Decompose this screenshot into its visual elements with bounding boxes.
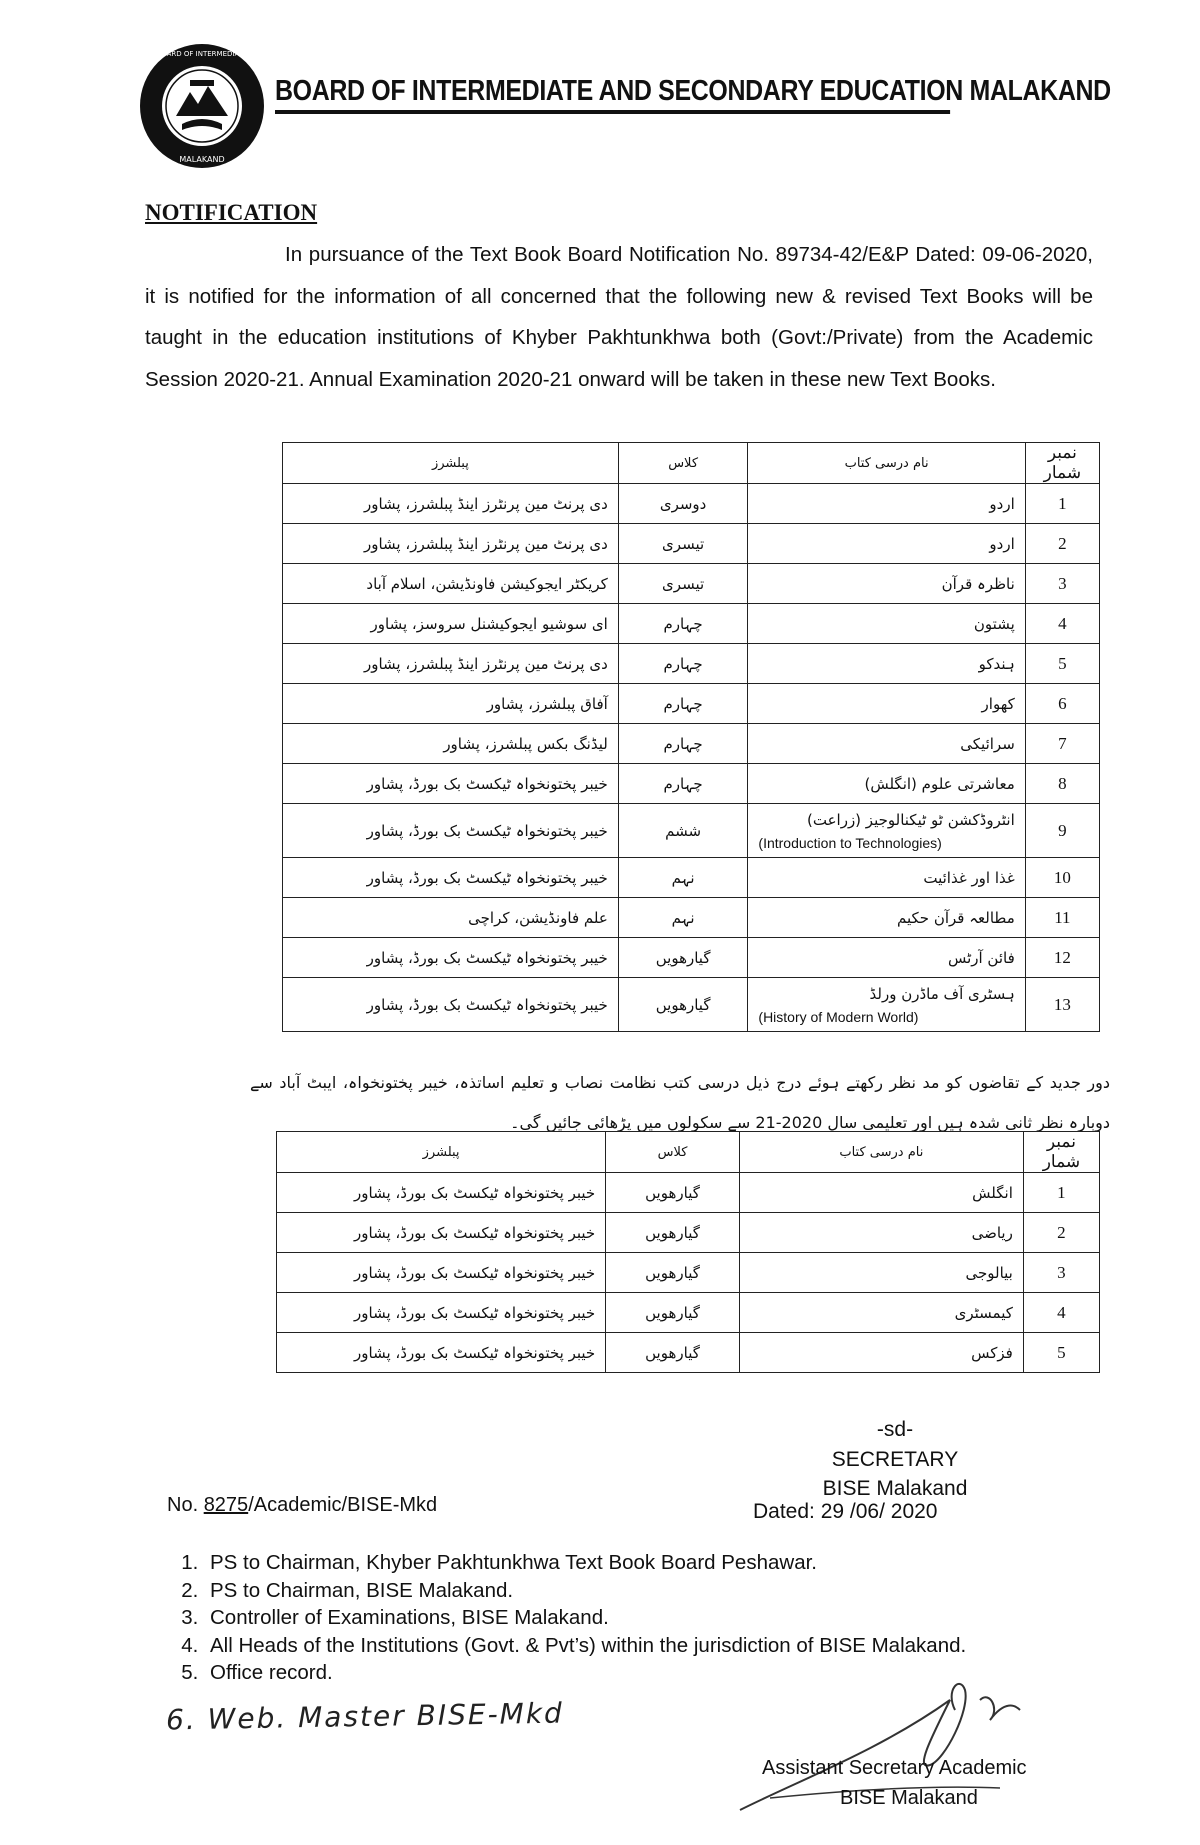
textbooks-table-2 <box>276 1131 1100 1373</box>
table-row <box>283 724 1100 764</box>
row-book-title <box>748 484 1025 524</box>
row-serial <box>1025 684 1099 724</box>
row-publisher <box>283 724 619 764</box>
row-publisher <box>283 858 619 898</box>
table-header-row <box>283 443 1100 484</box>
row-class-text: گیارھویں <box>655 995 711 1014</box>
table-row <box>277 1213 1100 1253</box>
row-serial-text: 6 <box>1058 693 1067 713</box>
row-publisher-text: لیڈنگ بکس پبلشرز، پشاور <box>443 734 608 753</box>
row-serial-text: 1 <box>1058 493 1067 513</box>
row-serial-text: 12 <box>1053 947 1071 967</box>
header-book-text: نام درسی کتاب <box>844 455 929 471</box>
row-publisher <box>283 484 619 524</box>
header-class <box>606 1132 740 1173</box>
row-book-title-text: ہندکو <box>978 654 1015 673</box>
row-serial <box>1025 564 1099 604</box>
row-class-text: چہارم <box>663 654 703 673</box>
row-class <box>606 1173 740 1213</box>
row-book-title-text: اردو <box>989 534 1015 553</box>
reference-number-value: 8275 <box>203 1494 249 1516</box>
row-class-text: تیسری <box>662 574 705 593</box>
row-publisher-text: کریکٹر ایجوکیشن فاونڈیشن، اسلام آباد <box>366 574 608 593</box>
row-book-title <box>739 1253 1023 1293</box>
row-publisher-text: دی پرنٹ مین پرنٹرز اینڈ پبلشرز، پشاور <box>363 494 608 513</box>
issue-date: Dated: 29 /06/ 2020 <box>753 1500 938 1523</box>
secretary-org: BISE Malakand <box>822 1477 968 1500</box>
row-book-title-text: فزکس <box>971 1343 1013 1362</box>
row-publisher-text: خیبر پختونخواہ ٹیکسٹ بک بورڈ، پشاور <box>354 1183 596 1202</box>
row-book-title <box>748 938 1025 978</box>
row-serial <box>1025 804 1099 858</box>
row-serial <box>1023 1253 1099 1293</box>
row-publisher <box>277 1293 606 1333</box>
row-publisher-text: خیبر پختونخواہ ٹیکسٹ بک بورڈ، پشاور <box>366 774 608 793</box>
row-class-text: ششم <box>665 821 702 840</box>
row-class <box>618 684 748 724</box>
header-serial <box>1023 1132 1099 1173</box>
header-serial-text: نمبر شمار <box>1043 443 1082 482</box>
row-serial-text: 13 <box>1053 994 1071 1014</box>
row-serial-text: 11 <box>1054 907 1071 927</box>
table-row <box>277 1173 1100 1213</box>
row-serial <box>1025 724 1099 764</box>
reference-prefix: No. <box>167 1494 204 1516</box>
row-publisher <box>283 644 619 684</box>
row-serial <box>1023 1333 1099 1373</box>
row-class <box>618 898 748 938</box>
header-serial <box>1025 443 1099 484</box>
row-serial <box>1025 604 1099 644</box>
row-book-title-text: سرائیکی <box>960 734 1015 753</box>
row-book-title <box>748 858 1025 898</box>
table-row <box>283 978 1100 1032</box>
row-book-title <box>748 724 1025 764</box>
urdu-revision-paragraph: دور جدید کے تقاضوں کو مد نظر رکھتے ہوئے درج ذیل درسی کتب نظامت نصاب و تعلیم اساتذہ، خیبر پختونخواہ، ایبٹ آباد سے دوبارہ نظر ثانی شدہ ہیں اور تعلیمی سال 2020-21 سے سکولوں میں پڑھائی جائیں گی۔ <box>250 1073 1110 1132</box>
row-class <box>618 564 748 604</box>
notification-heading: NOTIFICATION <box>145 200 318 225</box>
row-book-title <box>739 1333 1023 1373</box>
row-serial-text: 5 <box>1057 1342 1066 1362</box>
row-book-title <box>739 1213 1023 1253</box>
header-publisher-text: پبلشرز <box>422 1144 460 1160</box>
row-book-title-text: ناظرہ قرآن <box>941 574 1015 593</box>
reference-suffix: /Academic/BISE-Mkd <box>248 1494 438 1516</box>
row-book-title-text: فائن آرٹس <box>947 948 1015 967</box>
assistant-secretary-org: BISE Malakand <box>840 1787 978 1809</box>
handwritten-note: 6. Web. Master BISE-Mkd <box>165 1696 565 1737</box>
row-serial-text: 3 <box>1058 573 1067 593</box>
row-class <box>618 978 748 1032</box>
distribution-item: 4. All Heads of the Institutions (Govt. & Pvt’s) within the jurisdiction of BISE Malakand. <box>204 1632 966 1660</box>
table-header-row <box>277 1132 1100 1173</box>
row-serial <box>1025 524 1099 564</box>
row-serial-text: 3 <box>1057 1262 1066 1282</box>
table-row <box>283 644 1100 684</box>
row-class <box>618 938 748 978</box>
table-row <box>277 1253 1100 1293</box>
table-row <box>283 564 1100 604</box>
book-english-title: (Introduction to Technologies) <box>758 834 942 851</box>
header-publisher <box>283 443 619 484</box>
row-book-title <box>748 684 1025 724</box>
notification-body: In pursuance of the Text Book Board Notification No. 89734-42/E&P Dated: 09-06-2020, it is notified for the information of all concerned that the following new & revised Text Books will be taught in the education institutions of Khyber Pakhtunkhwa both (Govt:/Private) from the Academic Session 2020-21. Annual Examination 2020-21 onward will be taken in these new Text Books. <box>145 243 1093 391</box>
row-class <box>606 1213 740 1253</box>
table-row <box>283 804 1100 858</box>
row-class-text: گیارھویں <box>655 948 711 967</box>
header-book <box>739 1132 1023 1173</box>
row-publisher-text: خیبر پختونخواہ ٹیکسٹ بک بورڈ، پشاور <box>354 1303 596 1322</box>
row-class-text: گیارھویں <box>645 1183 700 1202</box>
row-class <box>618 764 748 804</box>
row-book-title <box>748 644 1025 684</box>
row-class-text: گیارھویں <box>645 1223 700 1242</box>
row-class <box>618 604 748 644</box>
row-publisher <box>283 564 619 604</box>
row-class-text: چہارم <box>663 694 703 713</box>
svg-text:MALAKAND: MALAKAND <box>179 155 225 164</box>
row-book-title-text: کیمسٹری <box>954 1303 1013 1322</box>
row-book-title <box>748 804 1025 858</box>
row-class <box>618 644 748 684</box>
row-serial-text: 2 <box>1058 533 1067 553</box>
sd-mark: -sd- <box>876 1418 914 1441</box>
row-publisher-text: علم فاونڈیشن، کراچی <box>468 908 608 927</box>
row-publisher-text: خیبر پختونخواہ ٹیکسٹ بک بورڈ، پشاور <box>366 868 608 887</box>
distribution-item: 5. Office record. <box>204 1659 966 1687</box>
distribution-item: 3. Controller of Examinations, BISE Malakand. <box>204 1604 966 1632</box>
row-book-title <box>748 564 1025 604</box>
row-class-text: نہم <box>671 908 695 927</box>
row-class <box>606 1333 740 1373</box>
row-serial-text: 4 <box>1057 1302 1066 1322</box>
row-class <box>606 1253 740 1293</box>
row-class-text: گیارھویں <box>645 1343 700 1362</box>
row-class-text: چہارم <box>663 734 703 753</box>
row-publisher-text: خیبر پختونخواہ ٹیکسٹ بک بورڈ، پشاور <box>366 995 608 1014</box>
distribution-list <box>170 1549 966 1687</box>
row-book-title-text: کھوار <box>981 694 1015 713</box>
row-book-title-text: مطالعہ قرآن حکیم <box>897 908 1015 927</box>
reference-number <box>167 1494 437 1517</box>
row-book-title <box>748 898 1025 938</box>
row-publisher <box>283 684 619 724</box>
row-serial <box>1025 484 1099 524</box>
table-row <box>283 938 1100 978</box>
row-book-title <box>748 978 1025 1032</box>
row-class-text: تیسری <box>662 534 705 553</box>
row-serial-text: 8 <box>1058 773 1067 793</box>
row-book-title-text: پشتون <box>973 614 1015 633</box>
table-row <box>283 858 1100 898</box>
row-serial <box>1025 978 1099 1032</box>
row-class <box>618 804 748 858</box>
row-serial-text: 9 <box>1058 820 1067 840</box>
row-serial <box>1023 1173 1099 1213</box>
header-class <box>618 443 748 484</box>
row-publisher <box>283 524 619 564</box>
header-book <box>748 443 1025 484</box>
board-title: BOARD OF INTERMEDIATE AND SECONDARY EDUCATION MALAKAND <box>275 72 950 114</box>
assistant-secretary-title: Assistant Secretary Academic <box>762 1757 1027 1779</box>
row-serial <box>1023 1293 1099 1333</box>
row-publisher-text: خیبر پختونخواہ ٹیکسٹ بک بورڈ، پشاور <box>354 1223 596 1242</box>
row-book-title <box>748 764 1025 804</box>
row-publisher-text: ای سوشیو ایجوکیشنل سروسز، پشاور <box>370 614 608 633</box>
row-book-title <box>748 524 1025 564</box>
row-publisher <box>277 1173 606 1213</box>
table-row <box>283 524 1100 564</box>
row-book-title-text: ہسٹری آف ماڈرن ورلڈ <box>869 984 1015 1003</box>
row-publisher <box>283 804 619 858</box>
row-publisher <box>277 1213 606 1253</box>
row-publisher-text: خیبر پختونخواہ ٹیکسٹ بک بورڈ، پشاور <box>366 948 608 967</box>
row-publisher <box>283 938 619 978</box>
header-serial-text: نمبر شمار <box>1042 1132 1081 1171</box>
table-row <box>277 1293 1100 1333</box>
table-row <box>283 484 1100 524</box>
row-publisher-text: خیبر پختونخواہ ٹیکسٹ بک بورڈ، پشاور <box>354 1343 596 1362</box>
book-english-title: (History of Modern World) <box>758 1008 919 1025</box>
row-serial <box>1025 938 1099 978</box>
table-row <box>283 604 1100 644</box>
header-publisher-text: پبلشرز <box>431 455 469 471</box>
header-class-text: کلاس <box>668 455 699 471</box>
row-class <box>606 1293 740 1333</box>
row-publisher <box>277 1253 606 1293</box>
row-serial <box>1025 644 1099 684</box>
distribution-item: 2. PS to Chairman, BISE Malakand. <box>204 1577 966 1605</box>
row-class <box>618 724 748 764</box>
row-publisher <box>283 604 619 644</box>
row-class-text: چہارم <box>663 614 703 633</box>
row-book-title-text: انٹروڈکشن ٹو ٹیکنالوجیز (زراعت) <box>807 810 1015 829</box>
row-class <box>618 524 748 564</box>
row-class-text: گیارھویں <box>645 1303 700 1322</box>
row-serial <box>1025 764 1099 804</box>
row-class-text: نہم <box>671 868 695 887</box>
table-row <box>283 764 1100 804</box>
row-book-title <box>748 604 1025 644</box>
row-publisher-text: آفاق پبلشرز، پشاور <box>486 694 608 713</box>
row-serial-text: 4 <box>1058 613 1067 633</box>
row-book-title-text: معاشرتی علوم (انگلش) <box>864 774 1015 793</box>
row-class-text: گیارھویں <box>645 1263 700 1282</box>
distribution-item: 1. PS to Chairman, Khyber Pakhtunkhwa Text Book Board Peshawar. <box>204 1549 966 1577</box>
header-class-text: کلاس <box>657 1144 688 1160</box>
row-class-text: دوسری <box>659 494 707 513</box>
row-book-title <box>739 1293 1023 1333</box>
row-serial-text: 7 <box>1058 733 1067 753</box>
row-book-title-text: انگلش <box>972 1183 1013 1202</box>
row-book-title-text: ریاضی <box>971 1223 1013 1242</box>
row-serial-text: 5 <box>1058 653 1067 673</box>
row-serial-text: 10 <box>1053 867 1071 887</box>
row-publisher <box>283 764 619 804</box>
row-publisher <box>283 978 619 1032</box>
row-class-text: چہارم <box>663 774 703 793</box>
row-publisher-text: دی پرنٹ مین پرنٹرز اینڈ پبلشرز، پشاور <box>363 654 608 673</box>
row-publisher-text: خیبر پختونخواہ ٹیکسٹ بک بورڈ، پشاور <box>366 821 608 840</box>
row-serial <box>1025 898 1099 938</box>
board-seal-logo <box>138 42 266 170</box>
row-publisher-text: دی پرنٹ مین پرنٹرز اینڈ پبلشرز، پشاور <box>363 534 608 553</box>
row-publisher <box>283 898 619 938</box>
table-row <box>277 1333 1100 1373</box>
row-class <box>618 484 748 524</box>
textbooks-table-1 <box>282 442 1100 1032</box>
table-row <box>283 898 1100 938</box>
svg-text:BOARD OF INTERMEDIATE: BOARD OF INTERMEDIATE <box>156 50 248 58</box>
row-book-title-text: غذا اور غذائیت <box>923 868 1015 887</box>
row-serial-text: 2 <box>1057 1222 1066 1242</box>
secretary-title: SECRETARY <box>831 1448 959 1471</box>
header-publisher <box>277 1132 606 1173</box>
row-serial-text: 1 <box>1057 1182 1066 1202</box>
row-book-title-text: اردو <box>989 494 1015 513</box>
row-publisher <box>277 1333 606 1373</box>
row-book-title-text: بیالوجی <box>965 1263 1013 1282</box>
row-serial <box>1023 1213 1099 1253</box>
row-serial <box>1025 858 1099 898</box>
row-publisher-text: خیبر پختونخواہ ٹیکسٹ بک بورڈ، پشاور <box>354 1263 596 1282</box>
row-class <box>618 858 748 898</box>
row-book-title <box>739 1173 1023 1213</box>
header-book-text: نام درسی کتاب <box>839 1144 924 1160</box>
table-row <box>283 684 1100 724</box>
